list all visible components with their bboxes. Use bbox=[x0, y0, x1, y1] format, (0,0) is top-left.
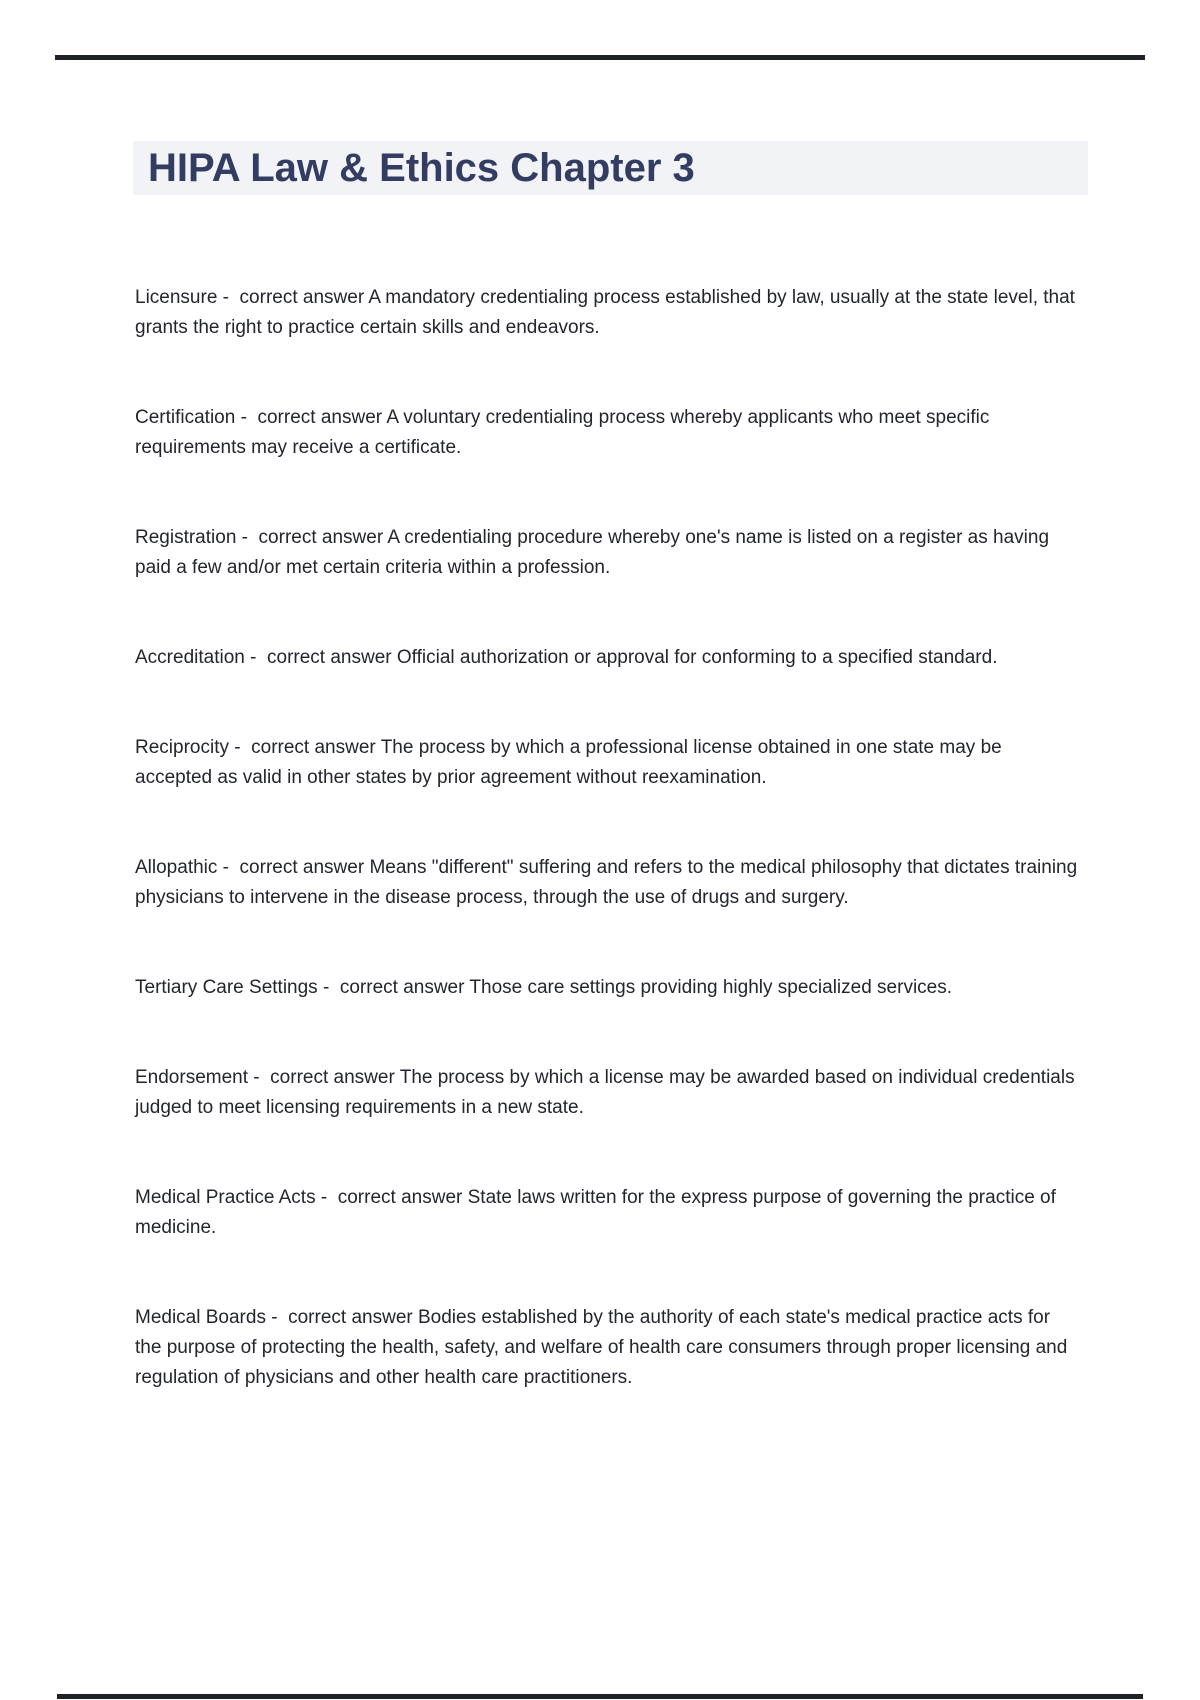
definition-text: Bodies established by the authority of each state's medical practice acts for the purpose of protecting the health, safety, and welfare of health care consumers through proper licensing and regulation of physicians and other health care practitioners. bbox=[135, 1307, 1073, 1388]
term-definition-item bbox=[135, 1303, 1080, 1393]
correct-answer-separator: - correct answer bbox=[217, 857, 370, 878]
term-label: Medical Boards bbox=[135, 1307, 266, 1328]
definitions-list bbox=[135, 283, 1083, 1393]
correct-answer-separator: - correct answer bbox=[248, 1067, 400, 1088]
correct-answer-separator: - correct answer bbox=[315, 1187, 468, 1208]
term-definition-item bbox=[135, 853, 1083, 913]
correct-answer-separator: - correct answer bbox=[228, 737, 381, 758]
page-title-highlight bbox=[133, 141, 1088, 195]
term-label: Certification bbox=[135, 407, 236, 428]
definition-text: Means "different" suffering and refers to the medical philosophy that dictates training physicians to intervene in the disease process, through the use of drugs and surgery. bbox=[135, 857, 1083, 908]
term-definition-item bbox=[135, 523, 1080, 583]
top-horizontal-rule bbox=[55, 55, 1145, 60]
term-label: Reciprocity bbox=[135, 737, 229, 758]
term-label: Licensure bbox=[135, 287, 218, 308]
definition-text: A voluntary credentialing process whereby applicants who meet specific requirements may receive a certificate. bbox=[135, 407, 995, 458]
definition-text: Those care settings providing highly specialized services. bbox=[469, 977, 953, 998]
correct-answer-separator: - correct answer bbox=[317, 977, 470, 998]
correct-answer-separator: - correct answer bbox=[265, 1307, 418, 1328]
term-definition-item bbox=[135, 283, 1080, 343]
term-label: Registration bbox=[135, 527, 237, 548]
definition-text: A credentialing procedure whereby one's name is listed on a register as having paid a few and/or met certain criteria within a profession. bbox=[135, 527, 1055, 578]
page-title: HIPA Law & Ethics Chapter 3 bbox=[148, 145, 695, 190]
bottom-horizontal-rule bbox=[57, 1694, 1143, 1699]
definition-text: State laws written for the express purpose of governing the practice of medicine. bbox=[135, 1187, 1062, 1238]
definition-text: The process by which a professional license obtained in one state may be accepted as valid in other states by prior agreement without reexamination. bbox=[135, 737, 1007, 788]
definition-text: A mandatory credentialing process established by law, usually at the state level, that grants the right to practice certain skills and endeavors. bbox=[135, 287, 1081, 338]
term-label: Tertiary Care Settings bbox=[135, 977, 318, 998]
term-definition-item bbox=[135, 733, 1080, 793]
correct-answer-separator: - correct answer bbox=[217, 287, 369, 308]
definition-text: The process by which a license may be awarded based on individual credentials judged to meet licensing requirements in a new state. bbox=[135, 1067, 1080, 1118]
definition-text: Official authorization or approval for conforming to a specified standard. bbox=[396, 647, 998, 668]
term-label: Allopathic bbox=[135, 857, 218, 878]
term-definition-item bbox=[135, 643, 1080, 673]
term-label: Medical Practice Acts bbox=[135, 1187, 316, 1208]
term-definition-item bbox=[135, 973, 1080, 1003]
term-definition-item bbox=[135, 403, 1080, 463]
term-definition-item bbox=[135, 1183, 1080, 1243]
correct-answer-separator: - correct answer bbox=[235, 407, 387, 428]
correct-answer-separator: - correct answer bbox=[236, 527, 388, 548]
correct-answer-separator: - correct answer bbox=[244, 647, 397, 668]
term-label: Endorsement bbox=[135, 1067, 249, 1088]
term-label: Accreditation bbox=[135, 647, 245, 668]
term-definition-item bbox=[135, 1063, 1080, 1123]
